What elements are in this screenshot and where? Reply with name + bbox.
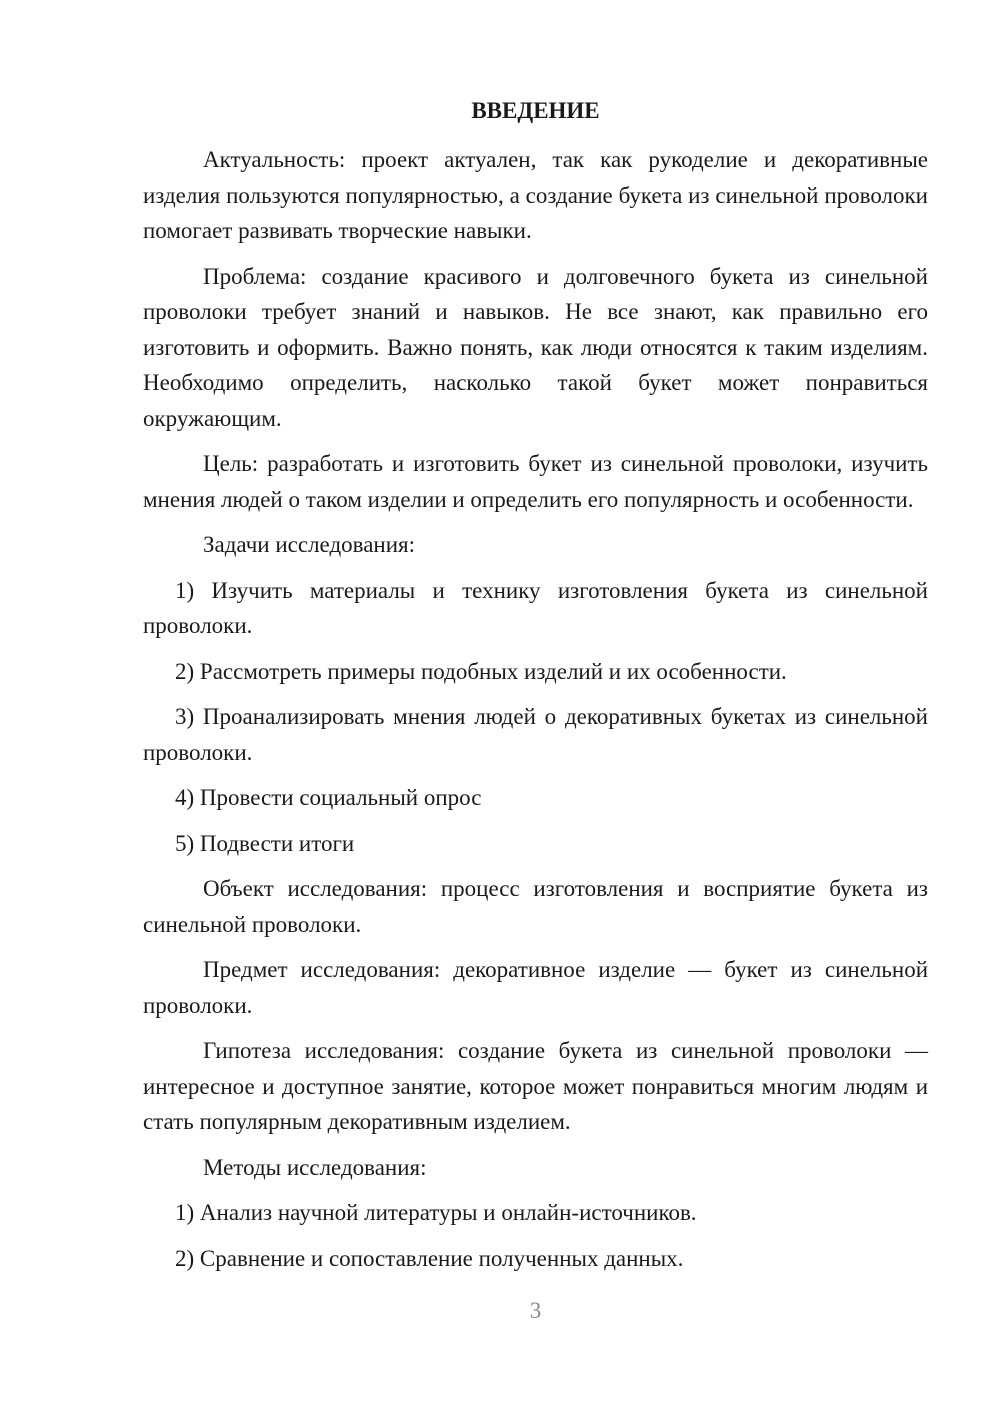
page-title: ВВЕДЕНИЕ bbox=[471, 98, 600, 123]
subject-paragraph: Предмет исследования: декоративное изделие — букет из синельной проволоки. bbox=[143, 957, 928, 1018]
task-item: 4) Провести социальный опрос bbox=[175, 785, 482, 810]
method-item: 1) Анализ научной литературы и онлайн-источников. bbox=[175, 1200, 697, 1225]
problem-paragraph: Проблема: создание красивого и долговечного букета из синельной проволоки требует знаний и навыков. Не все знают, как правильно его изготовить и оформить. Важно понять, как люди относятся к таким изделиям. Необходимо определить, насколько такой букет может понравиться окружающим. bbox=[143, 263, 928, 431]
tasks-heading: Задачи исследования: bbox=[203, 532, 416, 557]
relevance-paragraph: Актуальность: проект актуален, так как рукоделие и декоративные изделия пользуются популярностью, а создание букета из синельной проволоки помогает развивать творческие навыки. bbox=[143, 147, 928, 243]
task-item: 5) Подвести итоги bbox=[175, 830, 355, 856]
object-paragraph: Объект исследования: процесс изготовления и восприятие букета из синельной проволоки. bbox=[143, 876, 928, 937]
task-item: 3) Проанализировать мнения людей о декоративных букетах из синельной проволоки. bbox=[143, 704, 928, 765]
page-number: 3 bbox=[529, 1298, 542, 1323]
task-item: 2) Рассмотреть примеры подобных изделий и их особенности. bbox=[175, 658, 787, 684]
methods-heading: Методы исследования: bbox=[203, 1154, 427, 1180]
goal-paragraph: Цель: разработать и изготовить букет из синельной проволоки, изучить мнения людей о таком изделии и определить его популярность и особенности. bbox=[143, 451, 928, 512]
document-page bbox=[143, 0, 928, 1414]
method-item: 2) Сравнение и сопоставление полученных данных. bbox=[175, 1245, 684, 1271]
hypothesis-paragraph: Гипотеза исследования: создание букета из синельной проволоки — интересное и доступное занятие, которое может понравиться многим людям и стать популярным декоративным изделием. bbox=[143, 1038, 928, 1134]
document-body bbox=[143, 142, 928, 1286]
task-item: 1) Изучить материалы и технику изготовления букета из синельной проволоки. bbox=[143, 577, 928, 638]
